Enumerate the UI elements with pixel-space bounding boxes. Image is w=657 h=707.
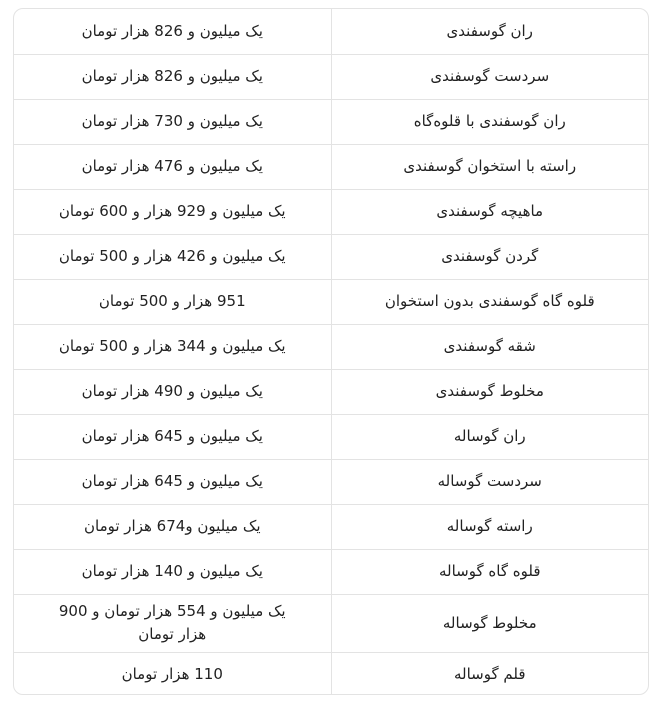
item-price-cell <box>14 99 331 144</box>
table-row <box>14 279 648 324</box>
item-price: یک میلیون و 730 هزار تومان <box>81 112 263 130</box>
item-name-cell: شقه گوسفندی <box>331 324 648 369</box>
item-price: یک میلیون و 426 هزار و 500 تومان <box>58 247 286 265</box>
table-row <box>14 189 648 234</box>
item-name-cell: راسته گوساله <box>331 504 648 549</box>
item-name-cell: مخلوط گوساله <box>331 594 648 652</box>
item-price-cell <box>14 652 331 695</box>
table-row <box>14 324 648 369</box>
item-price-cell <box>14 144 331 189</box>
item-price: یک میلیون و 826 هزار تومان <box>81 21 263 40</box>
item-price: یک میلیون و674 هزار تومان <box>83 517 261 535</box>
table-row <box>14 9 648 54</box>
item-price: یک میلیون و 490 هزار تومان <box>81 382 263 400</box>
item-name-cell: سردست گوساله <box>331 459 648 504</box>
item-price-cell <box>14 9 331 54</box>
item-name-cell: ران گوسفندی با قلوه‌گاه <box>331 99 648 144</box>
item-price-cell <box>14 594 331 652</box>
item-price-cell <box>14 234 331 279</box>
table-row <box>14 504 648 549</box>
item-name-cell: قلوه گاه گوساله <box>331 549 648 594</box>
item-name-cell: قلوه گاه گوسفندی بدون استخوان <box>331 279 648 324</box>
item-price: یک میلیون و 140 هزار تومان <box>81 562 263 580</box>
item-price: یک میلیون و 554 هزار تومان و 900 هزار تومان <box>58 602 286 643</box>
table-row <box>14 144 648 189</box>
item-price: یک میلیون و 929 هزار و 600 تومان <box>58 202 286 220</box>
item-name-cell: گردن گوسفندی <box>331 234 648 279</box>
item-name-cell: مخلوط گوسفندی <box>331 369 648 414</box>
table-row <box>14 549 648 594</box>
item-price-cell <box>14 549 331 594</box>
item-price: یک میلیون و 344 هزار و 500 تومان <box>58 337 286 355</box>
item-price: یک میلیون و 476 هزار تومان <box>81 157 263 175</box>
item-price-cell <box>14 414 331 459</box>
item-name-cell: سردست گوسفندی <box>331 54 648 99</box>
meat-price-table <box>14 9 648 695</box>
item-name-cell: ران گوسفندی <box>331 9 648 54</box>
item-name-cell: راسته با استخوان گوسفندی <box>331 144 648 189</box>
item-price-cell <box>14 324 331 369</box>
item-price-cell <box>14 54 331 99</box>
table-row <box>14 99 648 144</box>
item-price: یک میلیون و 645 هزار تومان <box>81 472 263 490</box>
table-row <box>14 369 648 414</box>
item-price-cell <box>14 504 331 549</box>
item-price-cell <box>14 459 331 504</box>
item-price: 110 هزار تومان <box>121 665 223 684</box>
item-price-cell <box>14 189 331 234</box>
table-row <box>14 459 648 504</box>
item-name-cell: ماهیچه گوسفندی <box>331 189 648 234</box>
table-row <box>14 594 648 652</box>
item-name-cell: قلم گوساله <box>331 652 648 695</box>
table-row <box>14 414 648 459</box>
item-price: 951 هزار و 500 تومان <box>98 292 246 310</box>
item-name-cell: ران گوساله <box>331 414 648 459</box>
item-price-cell <box>14 369 331 414</box>
price-table-container <box>13 8 649 695</box>
item-price-cell <box>14 279 331 324</box>
table-row <box>14 54 648 99</box>
table-row <box>14 234 648 279</box>
item-price: یک میلیون و 826 هزار تومان <box>81 67 263 85</box>
table-row <box>14 652 648 695</box>
item-price: یک میلیون و 645 هزار تومان <box>81 427 263 445</box>
